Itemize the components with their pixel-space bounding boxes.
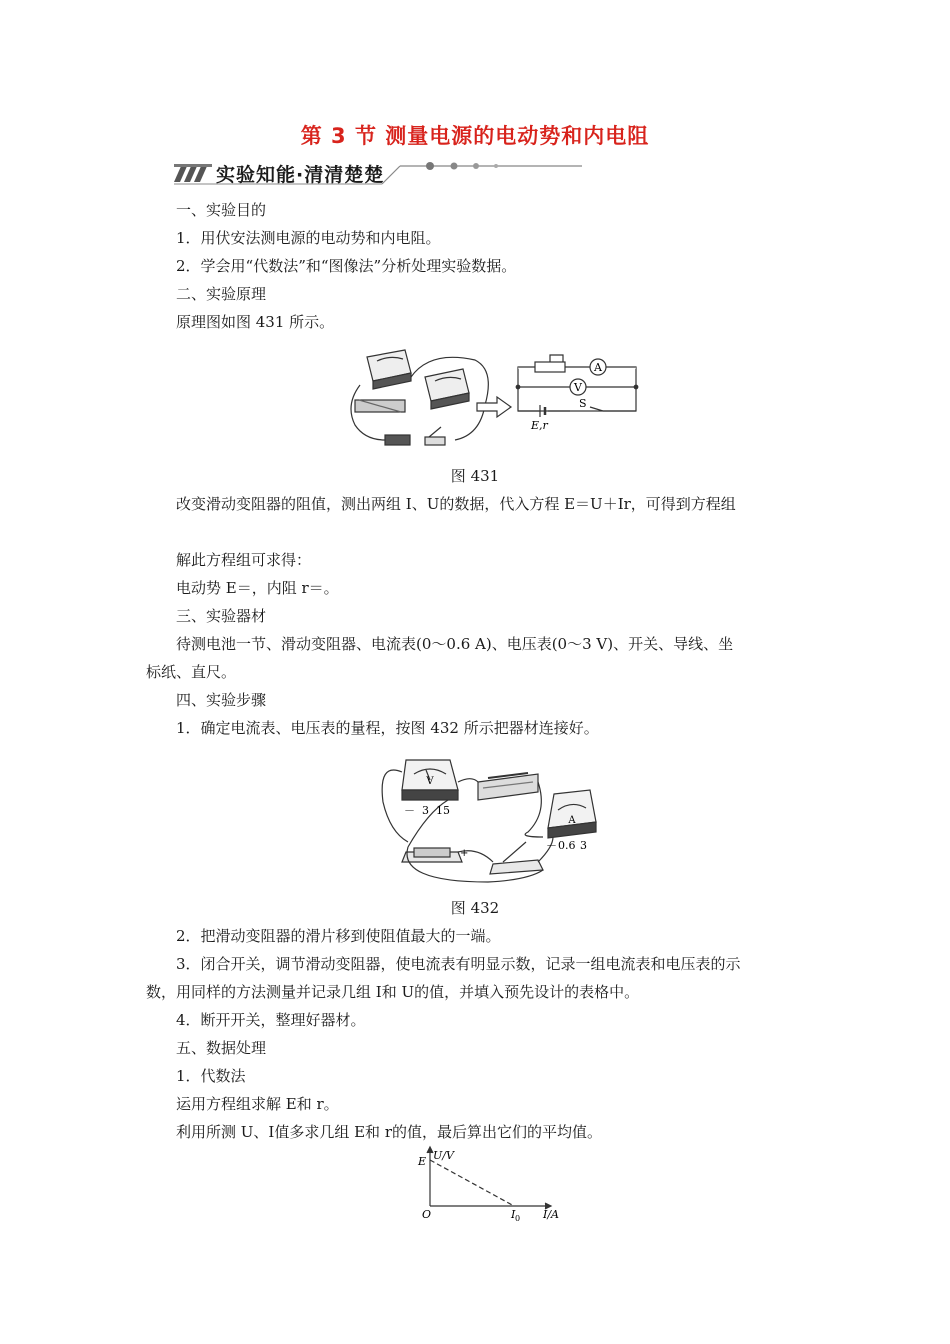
result-text: 电动势 E＝，内阻 r＝。 [176, 579, 339, 597]
arrow-icon [477, 397, 511, 417]
plus-label: + [460, 848, 469, 859]
principle-intro: 原理图如图 431 所示。 [176, 313, 335, 331]
a-06-label: 0.6 [558, 839, 576, 852]
figure-431-caption: 图 431 [450, 467, 500, 485]
i0-subscript: 0 [515, 1214, 521, 1223]
v-15-label: 15 [436, 804, 450, 817]
a-3-label: 3 [580, 839, 587, 852]
equipment-text-1: 待测电池一节、滑动变阻器、电流表(0～0.6 A)、电压表(0～3 V)、开关、导线、坐 [176, 635, 734, 653]
step-4: 4．断开开关，整理好器材。 [176, 1011, 366, 1029]
figure-432-caption: 图 432 [450, 899, 500, 917]
purpose-item-2: 2．学会用“代数法”和“图像法”分析处理实验数据。 [176, 257, 517, 275]
heading-principle: 二、实验原理 [176, 285, 267, 303]
u-i-line [430, 1160, 514, 1206]
voltmeter-label: V [574, 381, 582, 394]
principle-text: 改变滑动变阻器的阻值，测出两组 I、U的数据，代入方程 E＝U＋Ir，可得到方程组 [176, 495, 736, 513]
algebra-text-1: 运用方程组求解 E和 r。 [176, 1095, 339, 1113]
ammeter-label: A [594, 361, 602, 374]
figure-431 [345, 345, 645, 460]
source-label: E,r [531, 419, 548, 432]
heading-data-processing: 五、数据处理 [176, 1039, 267, 1057]
solve-text: 解此方程组可求得： [176, 551, 312, 569]
banner-stripes-icon [174, 164, 212, 182]
voltmeter-symbol: V [426, 776, 434, 787]
equipment-text-2: 标纸、直尺。 [146, 663, 237, 681]
a-minus-label: － [546, 839, 557, 852]
x-axis-label: I/A [543, 1208, 559, 1221]
step-2: 2．把滑动变阻器的滑片移到使阻值最大的一端。 [176, 927, 501, 945]
v-minus-label: － [404, 804, 415, 817]
v-3-label: 3 [422, 804, 429, 817]
apparatus-photo [351, 350, 488, 445]
y-axis-label: U/V [433, 1149, 454, 1162]
switch-device [490, 860, 543, 874]
method-algebra: 1．代数法 [176, 1067, 246, 1085]
step-3-line-2: 数，用同样的方法测量并记录几组 I和 U的值，并填入预先设计的表格中。 [146, 983, 640, 1001]
i0-label: I [511, 1208, 516, 1221]
origin-label: O [422, 1208, 432, 1221]
figure-432 [378, 752, 608, 890]
step-3-line-1: 3．闭合开关，调节滑动变阻器，使电流表有明显示数，记录一组电流表和电压表的示 [176, 955, 741, 973]
e-label: E [418, 1155, 427, 1168]
switch-label: S [579, 397, 587, 410]
algebra-text-2: 利用所测 U、I值多求几组 E和 r的值，最后算出它们的平均值。 [176, 1123, 602, 1141]
heading-equipment: 三、实验器材 [176, 607, 267, 625]
page-title: 第 3 节 测量电源的电动势和内电阻 [300, 124, 650, 148]
u-i-graph [410, 1144, 570, 1224]
step-1: 1．确定电流表、电压表的量程，按图 432 所示把器材连接好。 [176, 719, 599, 737]
banner-label: 实验知能·清清楚楚 [216, 164, 385, 186]
heading-steps: 四、实验步骤 [176, 691, 267, 709]
purpose-item-1: 1．用伏安法测电源的电动势和内电阻。 [176, 229, 441, 247]
heading-purpose: 一、实验目的 [176, 201, 267, 219]
ammeter-symbol: A [568, 815, 576, 826]
